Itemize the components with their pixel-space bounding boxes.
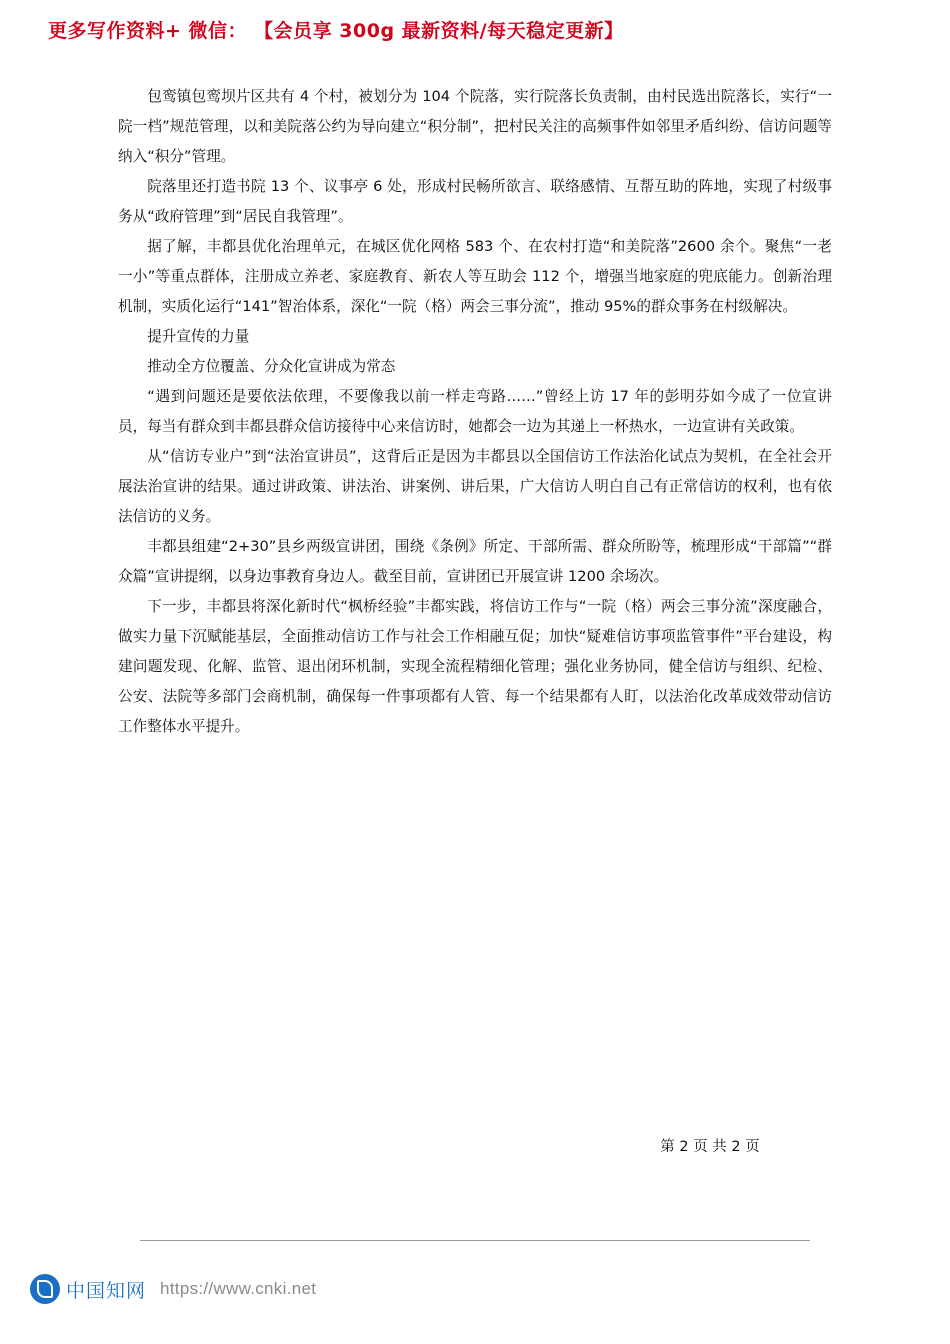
paragraph: 推动全方位覆盖、分众化宣讲成为常态 bbox=[147, 358, 396, 375]
cnki-footer bbox=[30, 1274, 316, 1304]
paragraph: 从“信访专业户”到“法治宣讲员”，这背后正是因为丰都县以全国信访工作法治化试点为契机，在全社会开展法治宣讲的结果。通过讲政策、讲法治、讲案例、讲后果，广大信访人明白自己有正常信访的权利，也有依法信访的义务。 bbox=[118, 448, 832, 525]
page-number bbox=[0, 1135, 950, 1156]
paragraph: 院落里还打造书院 13 个、议事亭 6 处，形成村民畅所欲言、联络感情、互帮互助的阵地，实现了村级事务从“政府管理”到“居民自我管理”。 bbox=[118, 178, 832, 225]
paragraph: 包鸾镇包鸾坝片区共有 4 个村，被划分为 104 个院落，实行院落长负责制，由村民选出院落长，实行“一院一档”规范管理，以和美院落公约为导向建立“积分制”，把村民关注的高频事件如邻里矛盾纠纷、信访问题等纳入“积分”管理。 bbox=[118, 88, 832, 165]
cnki-logo-icon bbox=[30, 1274, 60, 1304]
document-body bbox=[118, 82, 832, 742]
cnki-logo-label: 中国知网 bbox=[66, 1279, 147, 1302]
footer-divider bbox=[140, 1240, 810, 1241]
cnki-url[interactable]: https://www.cnki.net bbox=[160, 1279, 317, 1298]
paragraph: 据了解，丰都县优化治理单元，在城区优化网格 583 个、在农村打造“和美院落”2600 余个。聚焦“一老一小”等重点群体，注册成立养老、家庭教育、新农人等互助会 112 个，增强当地家庭的兜底能力。创新治理机制，实质化运行“141”智治体系，深化“一院（格）两会三事分流”，推动 95%的群众事务在村级解决。 bbox=[118, 238, 832, 315]
promo-banner bbox=[48, 16, 902, 43]
page-number-label: 第 2 页 共 2 页 bbox=[660, 1139, 760, 1155]
promo-banner-left-text: 更多写作资料+ 微信： bbox=[48, 20, 248, 42]
cnki-logo bbox=[30, 1274, 146, 1304]
paragraph: 下一步，丰都县将深化新时代“枫桥经验”丰都实践，将信访工作与“一院（格）两会三事分流”深度融合，做实力量下沉赋能基层，全面推动信访工作与社会工作相融互促；加快“疑难信访事项监管事件”平台建设，构建问题发现、化解、监管、退出闭环机制，实现全流程精细化管理；强化业务协同，健全信访与组织、纪检、公安、法院等多部门会商机制，确保每一件事项都有人管、每一个结果都有人盯，以法治化改革成效带动信访工作整体水平提升。 bbox=[118, 598, 832, 735]
paragraph: “遇到问题还是要依法依理，不要像我以前一样走弯路……”曾经上访 17 年的彭明芬如今成了一位宣讲员，每当有群众到丰都县群众信访接待中心来信访时，她都会一边为其递上一杯热水，一边宣讲有关政策。 bbox=[118, 388, 832, 435]
promo-banner-right-text: 【会员享 300g 最新资料/每天稳定更新】 bbox=[254, 20, 624, 42]
paragraph: 丰都县组建“2+30”县乡两级宣讲团，围绕《条例》所定、干部所需、群众所盼等，梳理形成“干部篇”“群众篇”宣讲提纲，以身边事教育身边人。截至目前，宣讲团已开展宣讲 1200 余场次。 bbox=[118, 538, 832, 585]
paragraph: 提升宣传的力量 bbox=[147, 328, 250, 345]
